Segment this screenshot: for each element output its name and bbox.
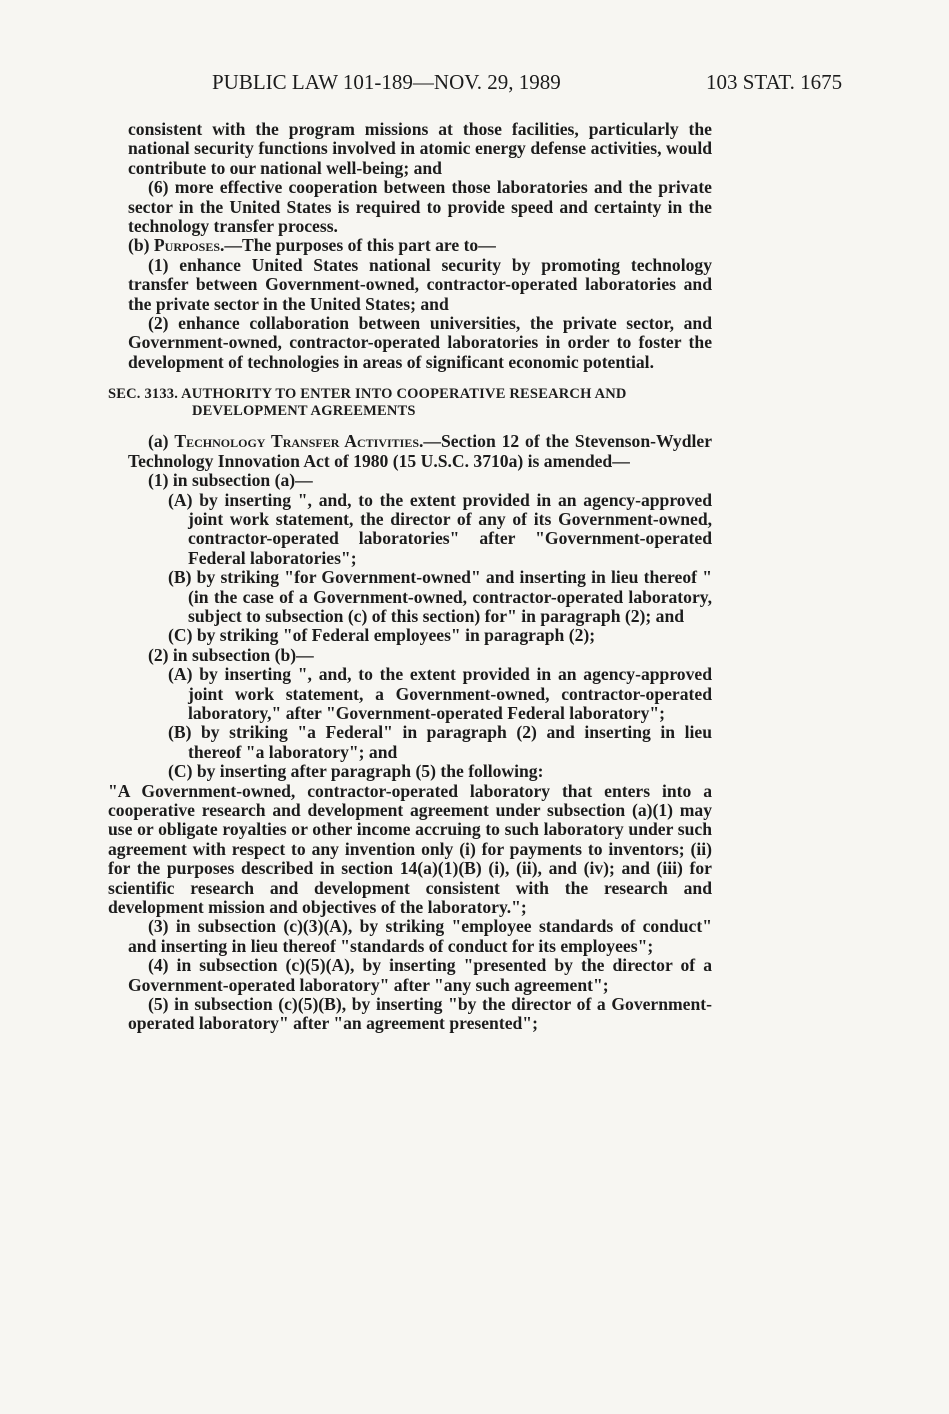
amendment-2: (2) in subsection (b)—: [148, 644, 314, 665]
subsection-b-label: (b): [128, 235, 154, 256]
subsection-b: [108, 236, 712, 255]
subsection-a-label: (a): [148, 431, 175, 452]
subsection-b-text: .—The purposes of this part are to—: [220, 235, 496, 256]
section-heading-line2: DEVELOPMENT AGREEMENTS: [192, 403, 416, 420]
amendment-1: (1) in subsection (a)—: [148, 470, 313, 491]
header-public-law: PUBLIC LAW 101-189—NOV. 29, 1989: [212, 70, 561, 94]
amendment-1A: (A) by inserting ", and, to the extent provided in an agency-approved joint work statement, the director of any of its Government-owned, contractor-operated laboratories" after "Government-operated Federal laboratories";: [168, 489, 712, 568]
paragraph-6: (6) more effective cooperation between those laboratories and the private sector in the United States is required to provide speed and certainty in the technology transfer process.: [128, 177, 712, 237]
running-header: [0, 70, 949, 98]
amendment-1B: (B) by striking "for Government-owned" and inserting in lieu thereof "(in the case of a Government-owned, contractor-operated laboratory, subject to subsection (c) of this section) for" in paragraph (2); and: [168, 567, 712, 626]
amendment-4: (4) in subsection (c)(5)(A), by inserting "presented by the director of a Government-operated laboratory" after "any such agreement";: [128, 955, 712, 995]
purpose-1: (1) enhance United States national security by promoting technology transfer between Government-owned, contractor-operated laboratories and the private sector in the United States; and: [128, 254, 712, 314]
inserted-quote: "A Government-owned, contractor-operated laboratory that enters into a cooperative research and development agreement under subsection (a)(1) may use or obligate royalties or other income accruing to such laboratory under such agreement with respect to any invention only (i) for payments to inventors; (ii) for the purposes described in section 14(a)(1)(B) (i), (ii), and (iv); and (iii) for scientific research and development consistent with the research and development mission and objectives of the laboratory.";: [108, 780, 712, 918]
amendment-2B: (B) by striking "a Federal" in paragraph (2) and inserting in lieu thereof "a laboratory"; and: [168, 722, 712, 762]
subsection-a-text: .—Section 12 of the Stevenson-Wydler Technology Innovation Act of 1980 (15 U.S.C. 3710a) is amended—: [128, 431, 712, 471]
section-heading-line1: SEC. 3133. AUTHORITY TO ENTER INTO COOPERATIVE RESEARCH AND: [108, 386, 627, 403]
amendment-1C: (C) by striking "of Federal employees" in paragraph (2);: [168, 625, 596, 646]
section-heading: [108, 386, 712, 420]
subsection-a: [128, 432, 712, 471]
amendment-2C: (C) by inserting after paragraph (5) the following:: [168, 761, 544, 782]
subsection-a-heading: Technology Transfer Activities: [174, 431, 420, 452]
header-stat-page: 103 STAT. 1675: [706, 70, 843, 94]
statute-text: [108, 119, 712, 1034]
amendment-3: (3) in subsection (c)(3)(A), by striking "employee standards of conduct" and inserting in lieu thereof "standards of conduct for its employees";: [128, 916, 712, 956]
paragraph-continuation: consistent with the program missions at those facilities, particularly the national security functions involved in atomic energy defense activities, would contribute to our national well-being; and: [128, 119, 712, 178]
subsection-b-heading: Purposes: [153, 235, 221, 256]
purpose-2: (2) enhance collaboration between universities, the private sector, and Government-owned, contractor-operated laboratories in order to foster the development of technologies in areas of significant economic potential.: [128, 313, 712, 372]
amendment-2A: (A) by inserting ", and, to the extent provided in an agency-approved joint work statement, a Government-owned, contractor-operated laboratory," after "Government-operated Federal laboratory";: [168, 664, 712, 723]
amendment-5: (5) in subsection (c)(5)(B), by inserting "by the director of a Government-operated laboratory" after "an agreement presented";: [128, 994, 712, 1034]
